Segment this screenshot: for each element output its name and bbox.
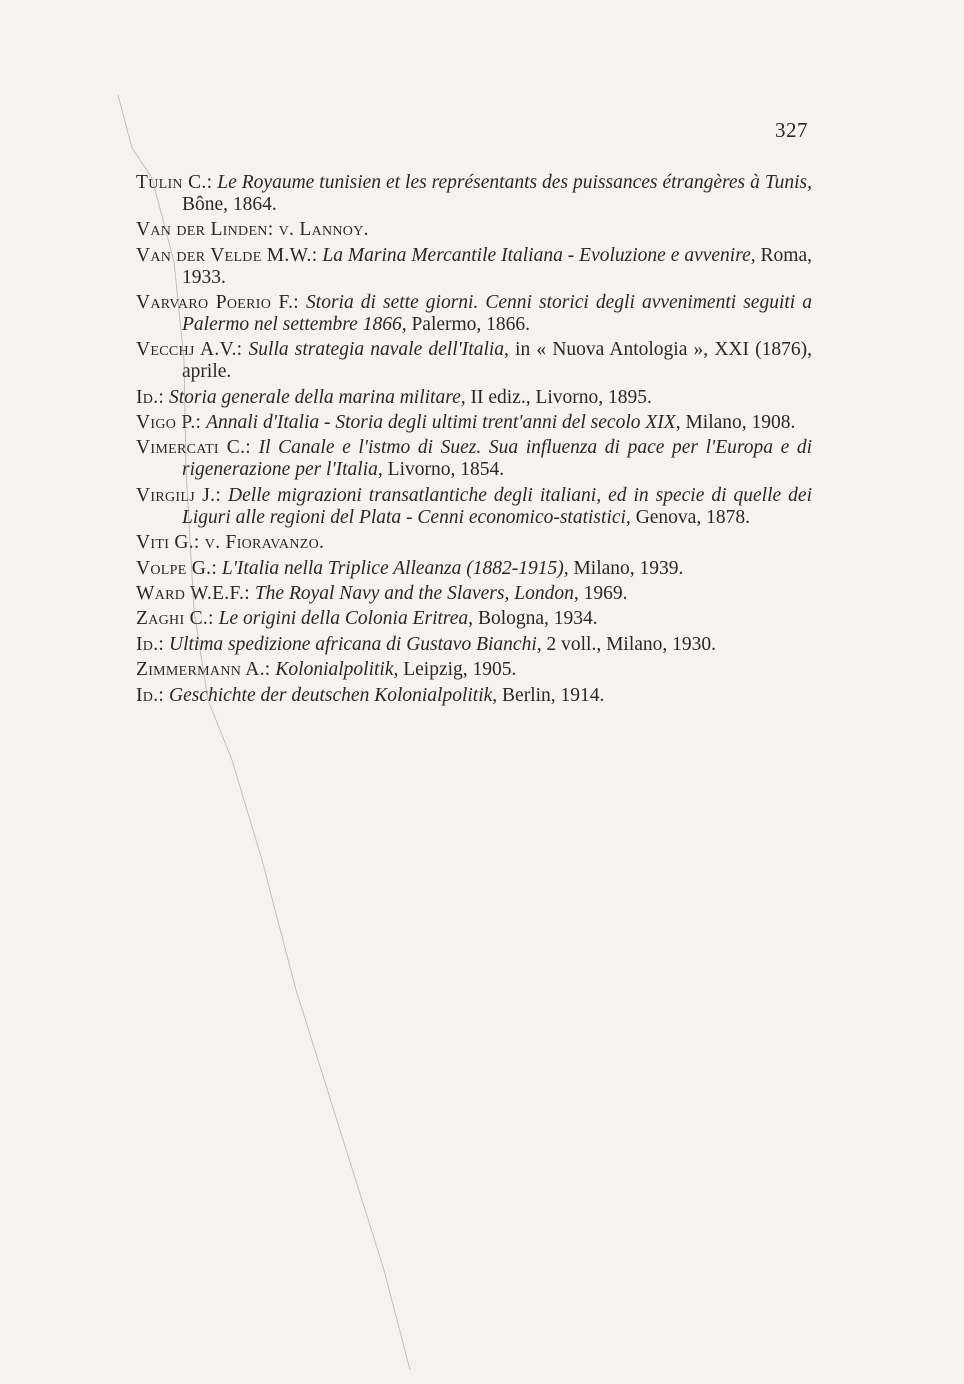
- entry-publication: Livorno, 1854.: [387, 459, 505, 481]
- entry-author: Id.:: [136, 386, 165, 408]
- entry-publication: II ediz., Livorno, 1895.: [470, 386, 652, 408]
- entry-publication: 2 voll., Milano, 1930.: [546, 633, 717, 655]
- entry-publication: Bône, 1864.: [182, 193, 277, 215]
- entry-author: Zaghi C.:: [136, 608, 214, 630]
- bibliography-entry: [136, 659, 812, 681]
- entry-publication: Berlin, 1914.: [502, 684, 605, 706]
- entry-author: Virgilj J.:: [136, 484, 222, 506]
- entry-title: Ultima spedizione africana di Gustavo Bianchi,: [168, 633, 542, 655]
- bibliography-list: [136, 172, 812, 710]
- entry-author: Viti G.: v. Fioravanzo.: [136, 532, 325, 554]
- entry-author: Volpe G.:: [136, 557, 218, 579]
- entry-author: Tulin C.:: [136, 172, 213, 193]
- bibliography-entry: [136, 558, 812, 580]
- entry-publication: Roma, 1933.: [182, 244, 813, 288]
- entry-publication: in « Nuova Antologia », XXI (1876), aprile.: [182, 339, 812, 383]
- entry-publication: Bologna, 1934.: [477, 608, 598, 630]
- entry-title: Il Canale e l'istmo di Suez. Sua influenza di pace per l'Europa e di rigenerazione per l'Italia,: [182, 437, 813, 481]
- entry-publication: Genova, 1878.: [635, 506, 750, 528]
- bibliography-entry: [136, 437, 812, 481]
- entry-author: Vecchj A.V.:: [136, 339, 243, 361]
- entry-author: Zimmermann A.:: [136, 659, 271, 681]
- bibliography-entry: [136, 583, 812, 605]
- bibliography-entry: [136, 219, 812, 241]
- bibliography-entry: [136, 412, 812, 434]
- entry-publication: 1969.: [583, 582, 628, 604]
- entry-title: The Royal Navy and the Slavers, London,: [254, 582, 579, 604]
- entry-author: Varvaro Poerio F.:: [136, 292, 299, 314]
- entry-publication: Milano, 1908.: [685, 412, 796, 434]
- entry-author: Vigo P.:: [136, 412, 202, 434]
- entry-title: Kolonialpolitik,: [275, 659, 399, 681]
- entry-author: Id.:: [136, 633, 165, 655]
- entry-title: Annali d'Italia - Storia degli ultimi trent'anni del secolo XIX,: [206, 412, 681, 434]
- entry-title: Sulla strategia navale dell'Italia,: [248, 339, 509, 361]
- entry-author: Van der Linden: v. Lannoy.: [136, 219, 369, 241]
- entry-title: Delle migrazioni transatlantiche degli italiani, ed in specie di quelle dei Liguri alle regioni del Plata - Cenni economico-statistici,: [182, 484, 812, 528]
- bibliography-entry: [136, 532, 812, 554]
- entry-title: Storia di sette giorni. Cenni storici degli avvenimenti seguiti a Palermo nel settembre 1866,: [182, 292, 813, 335]
- entry-publication: Milano, 1939.: [573, 557, 684, 579]
- bibliography-entry: [136, 172, 812, 216]
- entry-title: Le Royaume tunisien et les représentants des puissances étrangères à Tunis,: [217, 172, 812, 193]
- entry-title: Geschichte der deutschen Kolonialpolitik,: [168, 684, 498, 706]
- entry-title: L'Italia nella Triplice Alleanza (1882-1915),: [221, 557, 569, 579]
- bibliography-entry: [136, 387, 812, 409]
- bibliography-entry: [136, 685, 812, 707]
- entry-author: Ward W.E.F.:: [136, 582, 250, 604]
- bibliography-entry: [136, 292, 812, 336]
- entry-author: Vimercati C.:: [136, 437, 252, 459]
- entry-title: La Marina Mercantile Italiana - Evoluzione e avvenire,: [322, 244, 756, 266]
- bibliography-entry: [136, 634, 812, 656]
- entry-title: Storia generale della marina militare,: [168, 386, 466, 408]
- bibliography-entry: [136, 245, 812, 289]
- page-number: 327: [775, 118, 808, 142]
- entry-author: Id.:: [136, 684, 165, 706]
- entry-author: Van der Velde M.W.:: [136, 244, 318, 266]
- entry-publication: Leipzig, 1905.: [403, 659, 517, 681]
- bibliography-entry: [136, 608, 812, 630]
- bibliography-entry: [136, 339, 812, 383]
- entry-publication: Palermo, 1866.: [411, 313, 531, 335]
- bibliography-entry: [136, 485, 812, 529]
- entry-title: Le origini della Colonia Eritrea,: [218, 608, 474, 630]
